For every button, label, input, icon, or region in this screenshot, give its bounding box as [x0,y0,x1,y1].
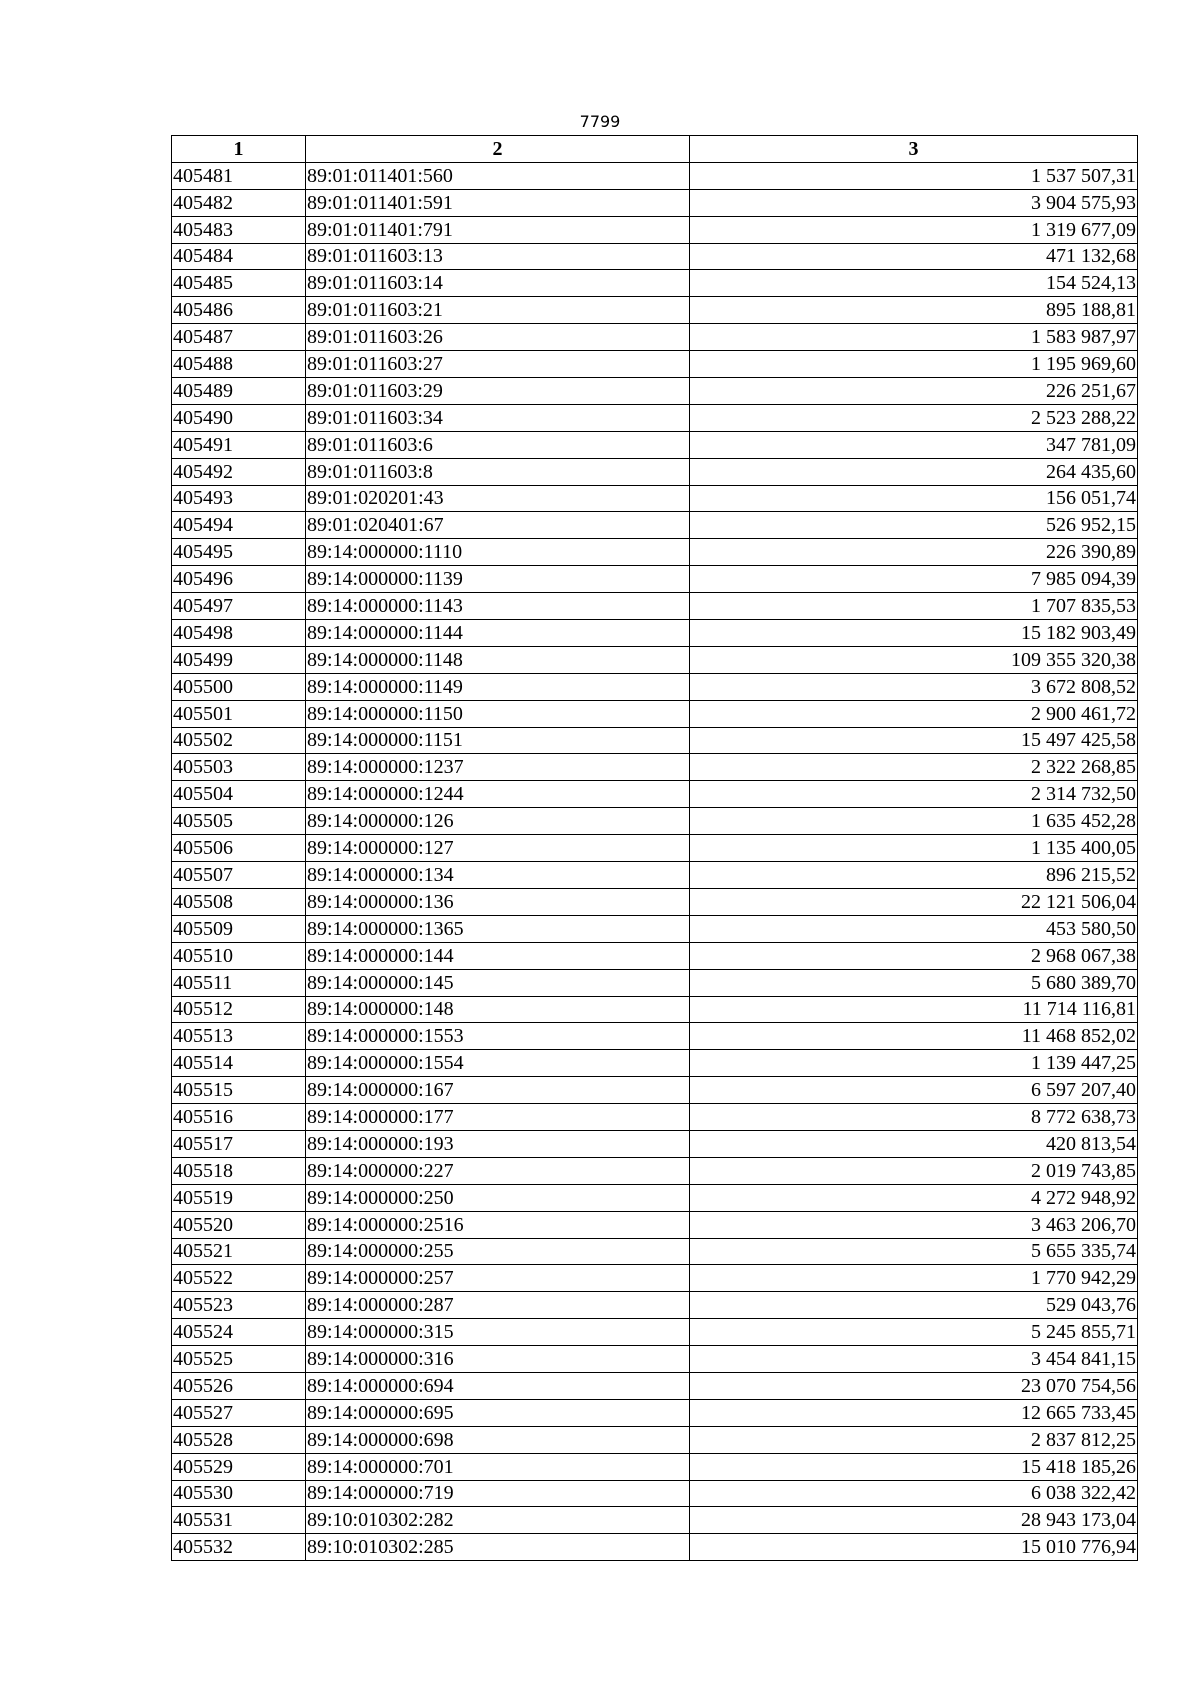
table-row [172,512,1138,539]
value-cell: 5 245 855,71 [690,1319,1138,1346]
row-number-cell: 405500 [172,673,306,700]
row-number-cell: 405484 [172,243,306,270]
cadastral-number-cell: 89:14:000000:1144 [306,620,690,647]
value-cell: 2 968 067,38 [690,942,1138,969]
value-cell: 6 597 207,40 [690,1077,1138,1104]
cadastral-number-cell: 89:01:011603:6 [306,431,690,458]
cadastral-number-cell: 89:14:000000:144 [306,942,690,969]
row-number-cell: 405495 [172,539,306,566]
table-row [172,458,1138,485]
cadastral-number-cell: 89:14:000000:1139 [306,566,690,593]
value-cell: 226 390,89 [690,539,1138,566]
row-number-cell: 405512 [172,996,306,1023]
table-row [172,996,1138,1023]
value-cell: 5 680 389,70 [690,969,1138,996]
row-number-cell: 405481 [172,162,306,189]
value-cell: 264 435,60 [690,458,1138,485]
column-header-2: 2 [306,136,690,163]
row-number-cell: 405509 [172,915,306,942]
column-header-3: 3 [690,136,1138,163]
cadastral-number-cell: 89:14:000000:193 [306,1130,690,1157]
table-row [172,915,1138,942]
table-body [172,162,1138,1560]
cadastral-number-cell: 89:01:011603:27 [306,351,690,378]
row-number-cell: 405507 [172,862,306,889]
value-cell: 526 952,15 [690,512,1138,539]
cadastral-number-cell: 89:01:020201:43 [306,485,690,512]
value-cell: 11 714 116,81 [690,996,1138,1023]
row-number-cell: 405522 [172,1265,306,1292]
cadastral-number-cell: 89:14:000000:1553 [306,1023,690,1050]
cadastral-number-cell: 89:14:000000:695 [306,1399,690,1426]
table-row [172,1050,1138,1077]
row-number-cell: 405515 [172,1077,306,1104]
table-row [172,673,1138,700]
value-cell: 895 188,81 [690,297,1138,324]
table-row [172,1453,1138,1480]
cadastral-number-cell: 89:01:011603:13 [306,243,690,270]
row-number-cell: 405494 [172,512,306,539]
value-cell: 15 418 185,26 [690,1453,1138,1480]
row-number-cell: 405525 [172,1346,306,1373]
cadastral-number-cell: 89:01:020401:67 [306,512,690,539]
cadastral-number-cell: 89:14:000000:255 [306,1238,690,1265]
value-cell: 6 038 322,42 [690,1480,1138,1507]
value-cell: 1 770 942,29 [690,1265,1138,1292]
cadastral-number-cell: 89:01:011603:26 [306,324,690,351]
value-cell: 2 019 743,85 [690,1157,1138,1184]
row-number-cell: 405489 [172,378,306,405]
value-cell: 420 813,54 [690,1130,1138,1157]
row-number-cell: 405487 [172,324,306,351]
cadastral-number-cell: 89:14:000000:694 [306,1372,690,1399]
cadastral-number-cell: 89:14:000000:1143 [306,593,690,620]
row-number-cell: 405482 [172,189,306,216]
row-number-cell: 405499 [172,646,306,673]
table-row [172,485,1138,512]
row-number-cell: 405516 [172,1104,306,1131]
row-number-cell: 405510 [172,942,306,969]
data-table [171,135,1138,1561]
value-cell: 4 272 948,92 [690,1184,1138,1211]
header-row [172,136,1138,163]
row-number-cell: 405508 [172,888,306,915]
table-row [172,1426,1138,1453]
table-row [172,862,1138,889]
value-cell: 471 132,68 [690,243,1138,270]
row-number-cell: 405526 [172,1372,306,1399]
cadastral-number-cell: 89:14:000000:1150 [306,700,690,727]
cadastral-number-cell: 89:14:000000:287 [306,1292,690,1319]
row-number-cell: 405492 [172,458,306,485]
table-row [172,620,1138,647]
table-row [172,593,1138,620]
row-number-cell: 405501 [172,700,306,727]
cadastral-number-cell: 89:14:000000:126 [306,808,690,835]
cadastral-number-cell: 89:14:000000:257 [306,1265,690,1292]
table-row [172,1346,1138,1373]
table-row [172,404,1138,431]
cadastral-number-cell: 89:01:011401:791 [306,216,690,243]
cadastral-number-cell: 89:14:000000:1365 [306,915,690,942]
table-row [172,1104,1138,1131]
table-row [172,1130,1138,1157]
row-number-cell: 405485 [172,270,306,297]
row-number-cell: 405497 [172,593,306,620]
table-row [172,1077,1138,1104]
cadastral-number-cell: 89:01:011603:14 [306,270,690,297]
row-number-cell: 405496 [172,566,306,593]
table-row [172,942,1138,969]
cadastral-number-cell: 89:01:011603:21 [306,297,690,324]
row-number-cell: 405506 [172,835,306,862]
value-cell: 2 837 812,25 [690,1426,1138,1453]
row-number-cell: 405519 [172,1184,306,1211]
row-number-cell: 405518 [172,1157,306,1184]
table-row [172,216,1138,243]
cadastral-number-cell: 89:14:000000:127 [306,835,690,862]
table-row [172,1480,1138,1507]
table-row [172,1238,1138,1265]
table-row [172,727,1138,754]
cadastral-number-cell: 89:14:000000:1244 [306,781,690,808]
cadastral-number-cell: 89:14:000000:2516 [306,1211,690,1238]
value-cell: 2 900 461,72 [690,700,1138,727]
table-row [172,1292,1138,1319]
value-cell: 2 322 268,85 [690,754,1138,781]
table-row [172,1319,1138,1346]
value-cell: 1 139 447,25 [690,1050,1138,1077]
page-number: 7799 [579,112,621,131]
cadastral-number-cell: 89:14:000000:1149 [306,673,690,700]
table-row [172,781,1138,808]
table-row [172,1507,1138,1534]
value-cell: 1 583 987,97 [690,324,1138,351]
row-number-cell: 405529 [172,1453,306,1480]
row-number-cell: 405498 [172,620,306,647]
row-number-cell: 405493 [172,485,306,512]
cadastral-number-cell: 89:14:000000:1110 [306,539,690,566]
value-cell: 896 215,52 [690,862,1138,889]
row-number-cell: 405521 [172,1238,306,1265]
row-number-cell: 405532 [172,1534,306,1561]
table-row [172,1184,1138,1211]
row-number-cell: 405511 [172,969,306,996]
table-row [172,1211,1138,1238]
value-cell: 1 319 677,09 [690,216,1138,243]
cadastral-number-cell: 89:14:000000:1554 [306,1050,690,1077]
value-cell: 15 010 776,94 [690,1534,1138,1561]
value-cell: 154 524,13 [690,270,1138,297]
value-cell: 15 497 425,58 [690,727,1138,754]
cadastral-number-cell: 89:14:000000:698 [306,1426,690,1453]
cadastral-number-cell: 89:01:011603:34 [306,404,690,431]
row-number-cell: 405483 [172,216,306,243]
table-row [172,297,1138,324]
value-cell: 8 772 638,73 [690,1104,1138,1131]
value-cell: 3 463 206,70 [690,1211,1138,1238]
table-row [172,243,1138,270]
cadastral-number-cell: 89:14:000000:1151 [306,727,690,754]
cadastral-number-cell: 89:14:000000:250 [306,1184,690,1211]
table-row [172,646,1138,673]
value-cell: 7 985 094,39 [690,566,1138,593]
cadastral-number-cell: 89:01:011603:8 [306,458,690,485]
table-row [172,1157,1138,1184]
value-cell: 11 468 852,02 [690,1023,1138,1050]
table-row [172,754,1138,781]
cadastral-number-cell: 89:10:010302:282 [306,1507,690,1534]
value-cell: 3 672 808,52 [690,673,1138,700]
cadastral-number-cell: 89:01:011401:560 [306,162,690,189]
table-row [172,835,1138,862]
value-cell: 15 182 903,49 [690,620,1138,647]
value-cell: 1 135 400,05 [690,835,1138,862]
cadastral-number-cell: 89:14:000000:1237 [306,754,690,781]
cadastral-number-cell: 89:14:000000:148 [306,996,690,1023]
row-number-cell: 405513 [172,1023,306,1050]
cadastral-number-cell: 89:01:011401:591 [306,189,690,216]
value-cell: 3 904 575,93 [690,189,1138,216]
cadastral-number-cell: 89:14:000000:134 [306,862,690,889]
value-cell: 453 580,50 [690,915,1138,942]
table-row [172,189,1138,216]
row-number-cell: 405514 [172,1050,306,1077]
row-number-cell: 405524 [172,1319,306,1346]
row-number-cell: 405503 [172,754,306,781]
table-row [172,162,1138,189]
row-number-cell: 405504 [172,781,306,808]
table-row [172,1023,1138,1050]
table-row [172,566,1138,593]
table-row [172,270,1138,297]
cadastral-number-cell: 89:14:000000:167 [306,1077,690,1104]
row-number-cell: 405523 [172,1292,306,1319]
column-header-1: 1 [172,136,306,163]
value-cell: 23 070 754,56 [690,1372,1138,1399]
table-row [172,700,1138,727]
cadastral-number-cell: 89:14:000000:719 [306,1480,690,1507]
cadastral-number-cell: 89:14:000000:177 [306,1104,690,1131]
row-number-cell: 405517 [172,1130,306,1157]
cadastral-number-cell: 89:14:000000:701 [306,1453,690,1480]
row-number-cell: 405505 [172,808,306,835]
value-cell: 1 195 969,60 [690,351,1138,378]
table-row [172,1399,1138,1426]
row-number-cell: 405491 [172,431,306,458]
cadastral-number-cell: 89:14:000000:227 [306,1157,690,1184]
row-number-cell: 405486 [172,297,306,324]
cadastral-number-cell: 89:14:000000:136 [306,888,690,915]
table-row [172,539,1138,566]
row-number-cell: 405490 [172,404,306,431]
row-number-cell: 405531 [172,1507,306,1534]
value-cell: 529 043,76 [690,1292,1138,1319]
value-cell: 1 537 507,31 [690,162,1138,189]
value-cell: 5 655 335,74 [690,1238,1138,1265]
table-row [172,1265,1138,1292]
value-cell: 2 523 288,22 [690,404,1138,431]
cadastral-number-cell: 89:14:000000:145 [306,969,690,996]
table-row [172,888,1138,915]
value-cell: 12 665 733,45 [690,1399,1138,1426]
cadastral-number-cell: 89:14:000000:316 [306,1346,690,1373]
table-row [172,808,1138,835]
cadastral-number-cell: 89:10:010302:285 [306,1534,690,1561]
table-row [172,351,1138,378]
row-number-cell: 405488 [172,351,306,378]
value-cell: 22 121 506,04 [690,888,1138,915]
table-row [172,969,1138,996]
table-row [172,378,1138,405]
table-row [172,1372,1138,1399]
cadastral-number-cell: 89:14:000000:315 [306,1319,690,1346]
row-number-cell: 405502 [172,727,306,754]
value-cell: 1 635 452,28 [690,808,1138,835]
row-number-cell: 405528 [172,1426,306,1453]
value-cell: 1 707 835,53 [690,593,1138,620]
row-number-cell: 405527 [172,1399,306,1426]
value-cell: 226 251,67 [690,378,1138,405]
value-cell: 347 781,09 [690,431,1138,458]
value-cell: 3 454 841,15 [690,1346,1138,1373]
cadastral-number-cell: 89:14:000000:1148 [306,646,690,673]
value-cell: 109 355 320,38 [690,646,1138,673]
value-cell: 2 314 732,50 [690,781,1138,808]
value-cell: 156 051,74 [690,485,1138,512]
value-cell: 28 943 173,04 [690,1507,1138,1534]
row-number-cell: 405530 [172,1480,306,1507]
table-row [172,1534,1138,1561]
table-row [172,324,1138,351]
cadastral-number-cell: 89:01:011603:29 [306,378,690,405]
row-number-cell: 405520 [172,1211,306,1238]
table-row [172,431,1138,458]
